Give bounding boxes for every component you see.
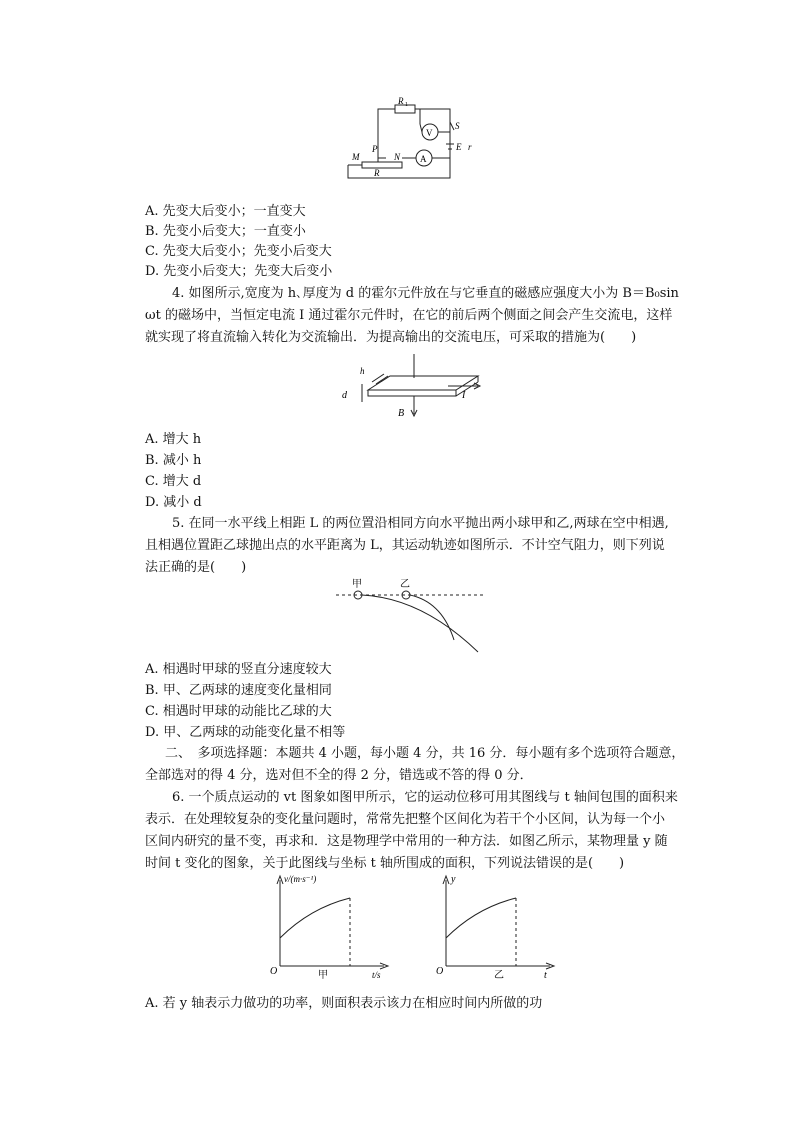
q5-line-1: 5. 在同一水平线上相距 L 的两位置沿相同方向水平抛出两小球甲和乙,两球在空中相遇, — [172, 516, 669, 531]
label-r1-sub: 1 — [405, 102, 408, 108]
projectile-diagram — [330, 576, 490, 656]
q6-line-3: 区间内研究的量不变，再求和．这是物理学中常用的一种方法．如图乙所示，某物理量 y 随 — [145, 834, 668, 849]
q6-line-1: 6. 一个质点运动的 vt 图象如图甲所示，它的运动位移可用其图线与 t 轴间包围的面积来 — [172, 790, 678, 805]
label-m: M — [352, 152, 360, 162]
q6-line-2: 表示．在处理较复杂的变化量问题时，常常先把整个区间化为若干个小区间，认为每一个小 — [145, 812, 666, 827]
graph-jia — [266, 868, 396, 980]
graph-yi-origin: O — [436, 966, 444, 977]
label-i: I — [462, 390, 466, 401]
label-b: B — [398, 408, 405, 419]
q5-option-c: C. 相遇时甲球的动能比乙球的大 — [145, 704, 332, 719]
ammeter-label: A — [420, 154, 427, 164]
graph-jia-origin: O — [270, 966, 278, 977]
label-n: N — [394, 152, 401, 162]
q4-line-2: ωt 的磁场中，当恒定电流 I 通过霍尔元件时，在它的前后两个侧面之间会产生交流电，这样 — [145, 308, 673, 323]
q5-option-d: D. 甲、乙两球的动能变化量不相等 — [145, 725, 346, 740]
q3-option-c: C. 先变大后变小；先变小后变大 — [145, 244, 332, 259]
q3-option-a: A. 先变大后变小；一直变大 — [145, 204, 306, 219]
q4-line-3: 就实现了将直流输入转化为交流输出．为提高输出的交流电压，可采取的措施为( ) — [145, 330, 637, 345]
graph-jia-xlabel: t/s — [372, 970, 381, 980]
q4-line-1: 4. 如图所示,宽度为 h､厚度为 d 的霍尔元件放在与它垂直的磁感应强度大小为 B＝B₀sin — [172, 286, 679, 301]
q5-option-b: B. 甲、乙两球的速度变化量相同 — [145, 683, 332, 698]
q6-option-a: A. 若 y 轴表示力做功的功率，则面积表示该力在相应时间内所做的功 — [145, 996, 543, 1011]
hall-element-diagram — [338, 350, 488, 422]
label-h: h — [360, 366, 365, 376]
label-jia: 甲 — [352, 579, 362, 590]
section-2-line-2: 全部选对的得 4 分，选对但不全的得 2 分，错选或不答的得 0 分． — [145, 768, 533, 783]
q3-option-d: D. 先变小后变大；先变大后变小 — [145, 264, 333, 279]
graph-yi-xlabel: t — [544, 970, 547, 980]
q5-line-2: 且相遇位置距乙球抛出点的水平距离为 L，其运动轨迹如图所示．不计空气阻力，则下列说 — [145, 538, 665, 553]
graph-yi — [432, 868, 562, 980]
graph-jia-ylabel: v/(m·s⁻¹) — [284, 874, 317, 884]
q5-line-3: 法正确的是( ) — [145, 560, 247, 575]
label-r1: R — [398, 96, 404, 106]
q6-line-4: 时间 t 变化的图象，关于此图线与坐标 t 轴所围成的面积，下列说法错误的是( ) — [145, 856, 625, 871]
label-d: d — [342, 390, 347, 401]
label-s: S — [455, 121, 460, 131]
label-e: E — [456, 142, 462, 152]
q5-option-a: A. 相遇时甲球的竖直分速度较大 — [145, 662, 332, 677]
label-yi: 乙 — [400, 579, 410, 590]
q3-option-b: B. 先变小后变大；一直变小 — [145, 224, 306, 239]
label-r: r — [468, 142, 472, 152]
graph-yi-ylabel: y — [451, 874, 456, 885]
graph-yi-caption: 乙 — [494, 970, 504, 980]
voltmeter-label: V — [426, 128, 433, 138]
q4-option-b: B. 减小 h — [145, 453, 202, 468]
graph-jia-caption: 甲 — [318, 970, 328, 980]
label-p: P — [372, 144, 378, 154]
q4-option-d: D. 减小 d — [145, 495, 202, 510]
q4-option-c: C. 增大 d — [145, 474, 202, 489]
section-2-line-1: 二、 多项选择题：本题共 4 小题，每小题 4 分，共 16 分．每小题有多个选项符合题意， — [165, 746, 685, 761]
label-rheostat: R — [374, 168, 380, 178]
q4-option-a: A. 增大 h — [145, 432, 202, 447]
circuit-diagram — [340, 92, 490, 184]
